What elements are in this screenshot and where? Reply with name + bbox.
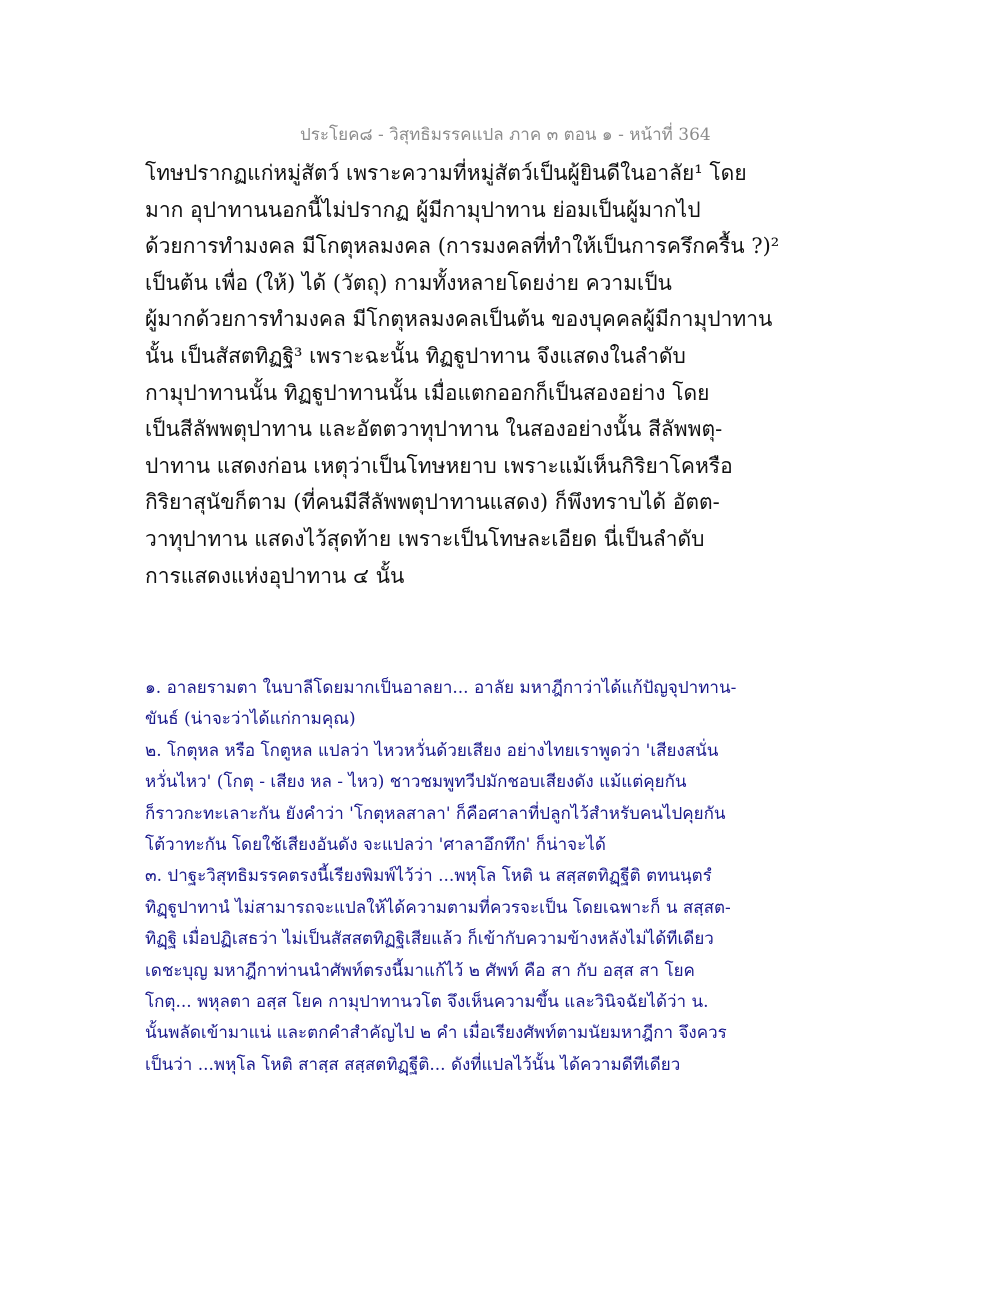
main-text-line: โทษปรากฏแก่หมู่สัตว์ เพราะความที่หมู่สัตว์เป็นผู้ยินดีในอาลัย¹ โดย — [145, 161, 747, 185]
main-text-line: ด้วยการทำมงคล มีโกตุหลมงคล (การมงคลที่ทำให้เป็นการครึกครื้น ?)² — [145, 234, 780, 259]
main-text — [145, 155, 780, 594]
footnote-line: ทิฏฺฐิ เมื่อปฏิเสธว่า ไม่เป็นสัสสตทิฏฐิเสียแล้ว ก็เข้ากับความข้างหลังไม่ได้ทีเดียว — [145, 929, 714, 950]
main-text-line: มาก อุปาทานนอกนี้ไม่ปรากฏ ผู้มีกามุปาทาน ย่อมเป็นผู้มากไป — [145, 197, 701, 222]
main-text-line: การแสดงแห่งอุปาทาน ๔ นั้น — [145, 563, 405, 588]
footnote-line: หวั่นไหว' (โกตุ - เสียง หล - ไหว) ชาวชมพูทวีปมักชอบเสียงดัง แม้แต่คุยกัน — [145, 772, 687, 793]
footnote-line: นั้นพลัดเข้ามาแน่ และตกคำสำคัญไป ๒ คำ เมื่อเรียงศัพท์ตามนัยมหาฎีกา จึงควร — [145, 1023, 727, 1044]
main-text-line: ปาทาน แสดงก่อน เหตุว่าเป็นโทษหยาบ เพราะแม้เห็นกิริยาโคหรือ — [145, 453, 733, 478]
main-text-line: เป็นต้น เพื่อ (ให้) ได้ (วัตถุ) กามทั้งหลายโดยง่าย ความเป็น — [145, 270, 672, 295]
footnote-line: ก็ราวกะทะเลาะกัน ยังคำว่า 'โกตุหลสาลา' ก็คือศาลาที่ปลูกไว้สำหรับคนไปคุยกัน — [145, 803, 726, 824]
main-text-line: ผู้มากด้วยการทำมงคล มีโกตุหลมงคลเป็นต้น ของบุคคลผู้มีกามุปาทาน — [145, 307, 773, 332]
footnote-line: โกตุ... พหุลตา อสฺส โยค กามุปาทานวโต จึงเห็นความขึ้น และวินิจฉัยได้ว่า น. — [145, 991, 709, 1012]
footnote-line: เป็นว่า ...พหุโล โหติ สาสฺส สสฺสตทิฏฺฐีติ... ดังที่แปลไว้นั้น ได้ความดีทีเดียว — [145, 1054, 681, 1075]
main-text-line: กามุปาทานนั้น ทิฏฐูปาทานนั้น เมื่อแตกออกก็เป็นสองอย่าง โดย — [145, 380, 710, 405]
footnote-line: ทิฏฺฐูปาทานํ ไม่สามารถจะแปลให้ได้ความตามที่ควรจะเป็น โดยเฉพาะก็ น สสฺสต- — [145, 897, 731, 918]
main-text-line: วาทุปาทาน แสดงไว้สุดท้าย เพราะเป็นโทษละเอียด นี่เป็นลำดับ — [145, 526, 705, 551]
main-text-line: เป็นสีลัพพตุปาทาน และอัตตวาทุปาทาน ในสองอย่างนั้น สีลัพพตุ- — [145, 417, 723, 442]
page-header: ประโยค๘ - วิสุทธิมรรคแปล ภาค ๓ ตอน ๑ - หน้าที่ 364 — [300, 125, 711, 145]
footnote-line: ๒. โกตุหล หรือ โกตูหล แปลว่า ไหวหวั่นด้วยเสียง อย่างไทยเราพูดว่า 'เสียงสนั่น — [145, 740, 719, 761]
footnote-line: ๓. ปาฐะวิสุทธิมรรคตรงนี้เรียงพิมพ์ไว้ว่า ...พหุโล โหติ น สสฺสตทิฏฺฐีติ ตทนนฺตรํ — [145, 866, 712, 887]
footnote-line: ขันธ์ (น่าจะว่าได้แก่กามคุณ) — [145, 709, 356, 730]
main-text-line: กิริยาสุนัขก็ตาม (ที่คนมีสีลัพพตุปาทานแสดง) ก็พึงทราบได้ อัตต- — [145, 490, 720, 515]
footnote-line: ๑. อาลยรามตา ในบาลีโดยมากเป็นอาลยา... อาลัย มหาฎีกาว่าได้แก้ปัญจุปาทาน- — [145, 678, 737, 698]
main-text-line: นั้น เป็นสัสตทิฏฐิ³ เพราะฉะนั้น ทิฏฐูปาทาน จึงแสดงในลำดับ — [145, 343, 686, 368]
footnote-line: โต้วาทะกัน โดยใช้เสียงอันดัง จะแปลว่า 'ศาลาอึกทึก' ก็น่าจะได้ — [145, 834, 606, 855]
footnote-line: เดชะบุญ มหาฎีกาท่านนำศัพท์ตรงนี้มาแก้ไว้ ๒ ศัพท์ คือ สา กับ อสฺส สา โยค — [145, 960, 695, 981]
footnotes — [145, 673, 755, 1081]
